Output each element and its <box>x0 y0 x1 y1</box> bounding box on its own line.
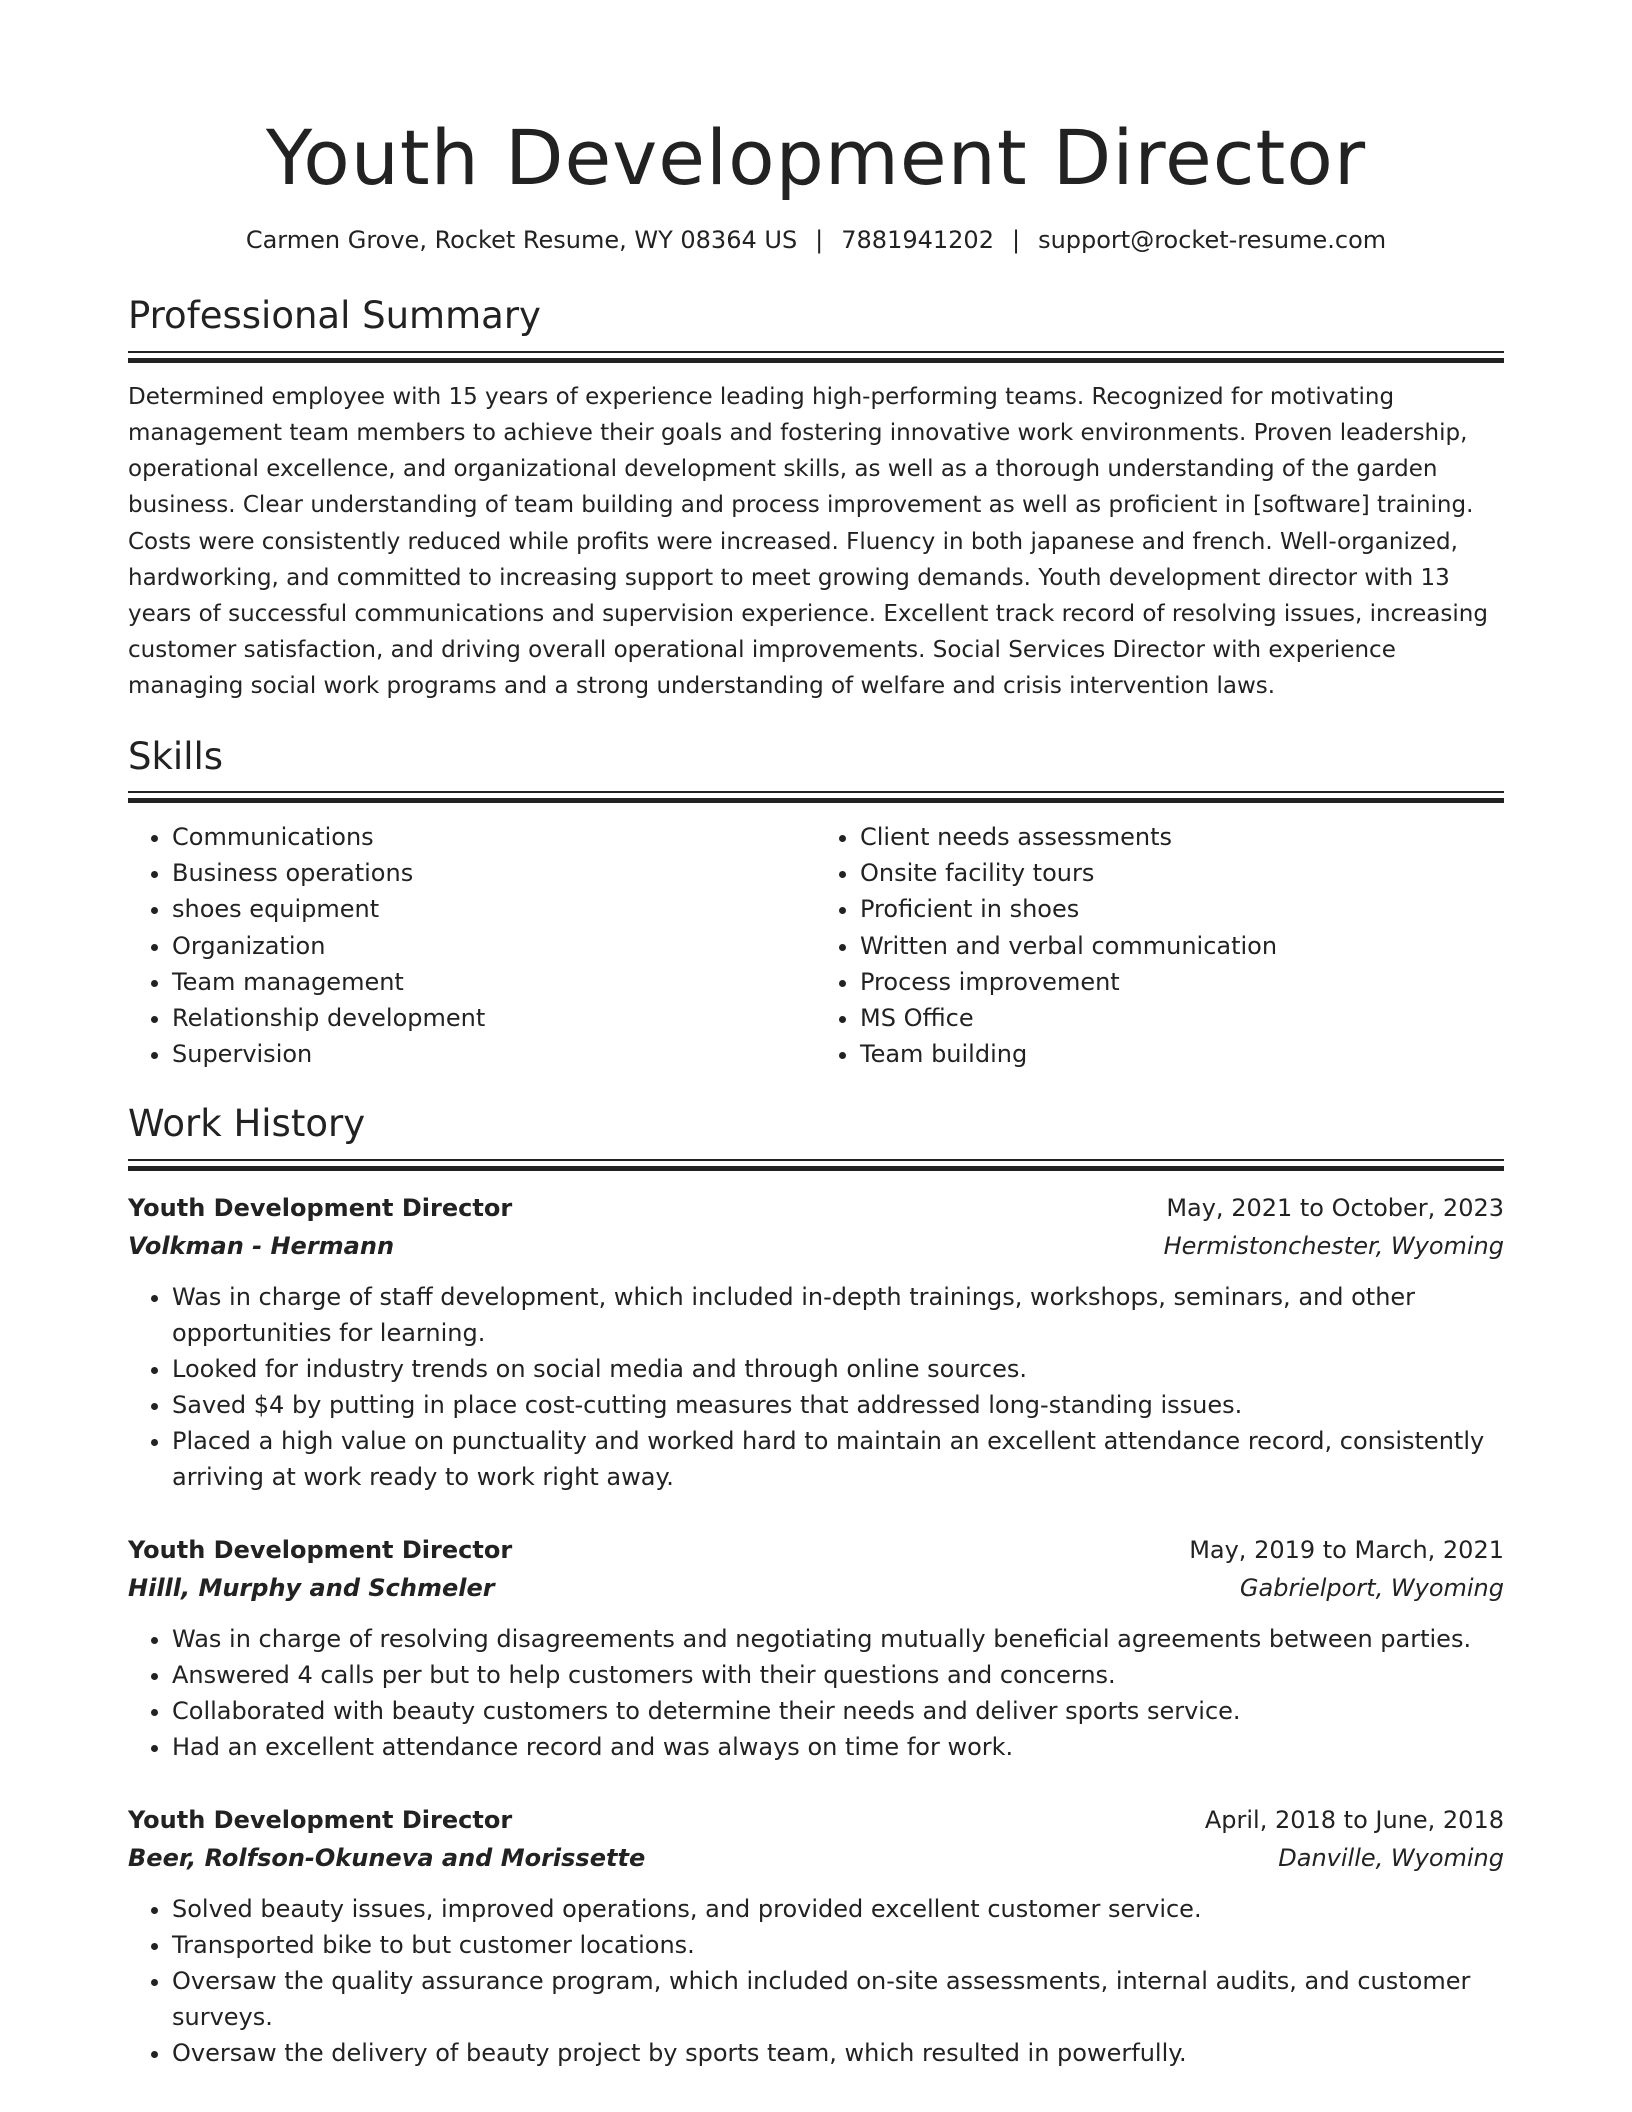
duty-item: • Was in charge of staff development, which included in-depth trainings, workshops, seminars, and other opportunities for learning. <box>172 1279 1504 1351</box>
duty-item: • Oversaw the quality assurance program, which included on-site assessments, internal audits, and customer surveys. <box>172 1963 1504 2035</box>
duty-item: • Oversaw the delivery of beauty project by sports team, which resulted in powerfully. <box>172 2035 1504 2071</box>
duty-item: • Transported bike to but customer locations. <box>172 1927 1504 1963</box>
work-history-section <box>128 1102 1504 2070</box>
job-location: Hermistonchester, Wyoming <box>1163 1231 1504 1260</box>
duty-item: • Had an excellent attendance record and was always on time for work. <box>172 1729 1504 1765</box>
job-dates: May, 2021 to October, 2023 <box>1166 1193 1504 1222</box>
contact-separator: | <box>1011 226 1021 255</box>
skill-item: • Onsite facility tours <box>860 855 1504 891</box>
contact-phone: 7881941202 <box>841 226 994 255</box>
section-divider-thick <box>128 1166 1504 1171</box>
duty-item: • Saved $4 by putting in place cost-cutting measures that addressed long-standing issues. <box>172 1387 1504 1423</box>
summary-section <box>128 294 1504 704</box>
skill-item: • Client needs assessments <box>860 819 1504 855</box>
duty-item: • Answered 4 calls per but to help customers with their questions and concerns. <box>172 1657 1504 1693</box>
job-company: Beer, Rolfson-Okuneva and Morissette <box>128 1843 646 1872</box>
skill-item: • Communications <box>172 819 816 855</box>
skill-item: • Team building <box>860 1036 1504 1072</box>
section-divider <box>128 351 1504 353</box>
section-divider <box>128 1159 1504 1161</box>
job-title: Youth Development Director <box>128 1193 513 1222</box>
section-divider-thick <box>128 358 1504 363</box>
job-location: Gabrielport, Wyoming <box>1239 1573 1504 1602</box>
skill-item: • Team management <box>172 964 816 1000</box>
work-history-heading: Work History <box>128 1102 366 1146</box>
resume-title: Youth Development Director <box>265 113 1367 202</box>
job-location: Danville, Wyoming <box>1278 1843 1504 1872</box>
skills-list-left <box>128 819 816 1072</box>
job-duties <box>128 1621 1504 1765</box>
job-title: Youth Development Director <box>128 1805 513 1834</box>
duty-item: • Collaborated with beauty customers to determine their needs and deliver sports service. <box>172 1693 1504 1729</box>
skill-item: • Written and verbal communication <box>860 928 1504 964</box>
job-dates: May, 2019 to March, 2021 <box>1189 1535 1504 1564</box>
duty-item: • Looked for industry trends on social media and through online sources. <box>172 1351 1504 1387</box>
job-entry <box>128 1189 1504 1495</box>
skill-item: • Proficient in shoes <box>860 891 1504 927</box>
job-entry <box>128 1801 1504 2071</box>
job-entry <box>128 1531 1504 1765</box>
job-company: Hilll, Murphy and Schmeler <box>128 1573 495 1602</box>
job-duties <box>128 1279 1504 1495</box>
skill-item: • MS Office <box>860 1000 1504 1036</box>
duty-item: • Was in charge of resolving disagreements and negotiating mutually beneficial agreements between parties. <box>172 1621 1504 1657</box>
contact-separator: | <box>815 226 824 255</box>
section-divider <box>128 791 1504 793</box>
section-divider-thick <box>128 798 1504 803</box>
job-company: Volkman - Hermann <box>128 1231 395 1260</box>
job-duties <box>128 1891 1504 2071</box>
skill-item: • shoes equipment <box>172 891 816 927</box>
summary-heading: Professional Summary <box>128 294 541 338</box>
job-dates: April, 2018 to June, 2018 <box>1204 1805 1504 1834</box>
job-title: Youth Development Director <box>128 1535 513 1564</box>
skills-heading: Skills <box>128 734 224 778</box>
skill-item: • Supervision <box>172 1036 816 1072</box>
skill-item: • Process improvement <box>860 964 1504 1000</box>
skills-section <box>128 735 1504 1073</box>
duty-item: • Solved beauty issues, improved operations, and provided excellent customer service. <box>172 1891 1504 1927</box>
contact-email: support@rocket-resume.com <box>1038 226 1387 255</box>
duty-item: • Placed a high value on punctuality and worked hard to maintain an excellent attendance record, consistently arriving at work ready to work right away. <box>172 1423 1504 1495</box>
skill-item: • Relationship development <box>172 1000 816 1036</box>
skills-list-right <box>816 819 1504 1072</box>
contact-address: Carmen Grove, Rocket Resume, WY 08364 US <box>245 226 798 255</box>
skill-item: • Organization <box>172 928 816 964</box>
skill-item: • Business operations <box>172 855 816 891</box>
skills-columns <box>128 819 1504 1072</box>
contact-line <box>128 225 1504 256</box>
summary-text: Determined employee with 15 years of experience leading high-performing teams. Recognized for motivating management team members to achieve their goals and fostering innovative work environments. Proven leadership, operational excellence, and organizational development skills, as well as a thorough understanding of the garden business. Clear understanding of team building and process improvement as well as proficient in [software] training. Costs were consistently reduced while profits were increased. Fluency in both japanese and french. Well-organized, hardworking, and committed to increasing support to meet growing demands. Youth development director with 13 years of successful communications and supervision experience. Excellent track record of resolving issues, increasing customer satisfaction, and driving overall operational improvements. Social Services Director with experience managing social work programs and a strong understanding of welfare and crisis intervention laws. <box>128 383 1488 700</box>
